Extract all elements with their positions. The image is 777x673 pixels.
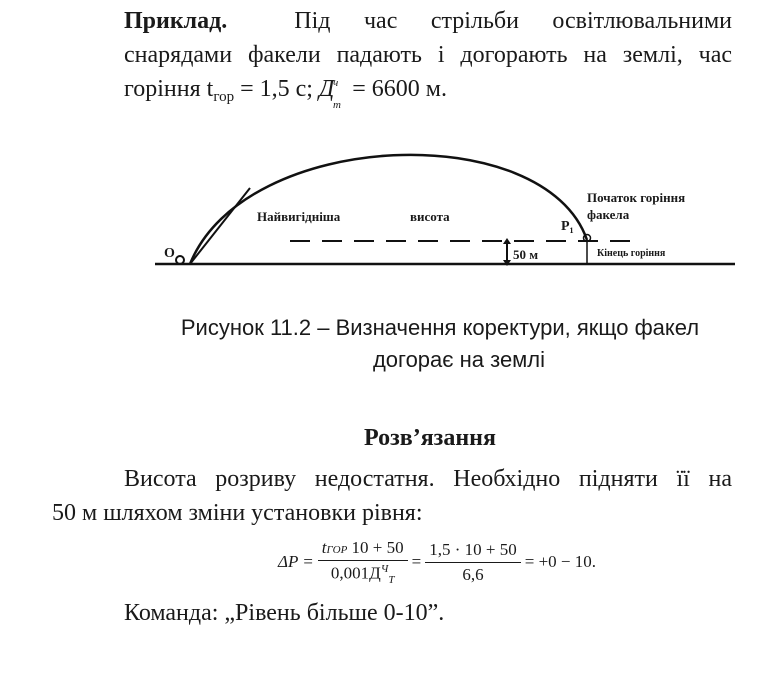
highest-label-1: Найвигідніша [257, 209, 341, 224]
command-text: Команда: „Рівень більше 0-10”. [124, 600, 445, 626]
distance-letter: Д [318, 76, 335, 102]
formula-lhs: ΔP = [278, 552, 314, 571]
example-line-1 [124, 4, 732, 38]
origin-label: О [164, 246, 175, 261]
formula-result: = +0 − 10. [524, 552, 596, 571]
firing-line [190, 188, 250, 264]
example-line-3 [124, 72, 732, 114]
example-paragraph [124, 4, 732, 114]
burn-time-subscript: гор [213, 89, 235, 105]
solution-line-1 [124, 462, 732, 496]
example-text-1: Під час стрільби освітлювальними [294, 8, 733, 34]
trajectory-figure [150, 148, 740, 273]
end-label: Кінець горіння [597, 248, 666, 259]
fraction-1-denominator [327, 561, 399, 586]
solution-paragraph [52, 462, 732, 530]
burn-time-value: = 1,5 с; [240, 76, 313, 102]
solution-heading: Розв’язання [364, 425, 496, 451]
distance-sup: ч [332, 77, 339, 89]
burn-time-prefix: горіння t [124, 76, 214, 102]
f1-t: t [321, 537, 327, 557]
start-label-1: Початок горіння [587, 190, 686, 205]
solution-line-2: 50 м шляхом зміни установки рівня: [52, 500, 423, 526]
height-arrow-up [503, 238, 511, 244]
f1-t-sub: ГОР [326, 543, 348, 556]
f1-den: 0,001Д [330, 563, 381, 583]
f1-rest: 10 + 50 [351, 537, 404, 557]
fraction-2-denominator: 6,6 [462, 564, 484, 584]
point-label: P₁ [561, 219, 574, 234]
example-line-2: снарядами факели падають і догорають на землі, час [124, 42, 732, 68]
correction-formula [278, 532, 596, 592]
formula-equals: = [411, 552, 422, 571]
distance-symbol [318, 76, 341, 111]
formula-fraction-2 [425, 540, 521, 585]
figure-caption [145, 312, 735, 376]
example-label: Приклад. [124, 8, 228, 34]
start-label-2: факела [587, 207, 630, 222]
distance-sub: т [332, 99, 341, 111]
f1-den-sup: Ч [380, 562, 389, 575]
height-label: 50 м [513, 247, 539, 262]
fraction-2-numerator: 1,5 · 10 + 50 [425, 540, 521, 563]
formula-fraction-1 [318, 538, 408, 586]
solution-text-1: Висота розриву недостатня. Необхідно підняти її на [124, 466, 732, 492]
highest-label-2: висота [410, 209, 450, 224]
distance-value: = 6600 м. [352, 76, 447, 102]
caption-line-1: Рисунок 11.2 – Визначення коректури, якщо факел [180, 315, 700, 340]
caption-line-2: догорає на землі [372, 347, 546, 372]
f1-den-sub: Т [388, 574, 395, 587]
fraction-1-numerator [318, 538, 408, 561]
